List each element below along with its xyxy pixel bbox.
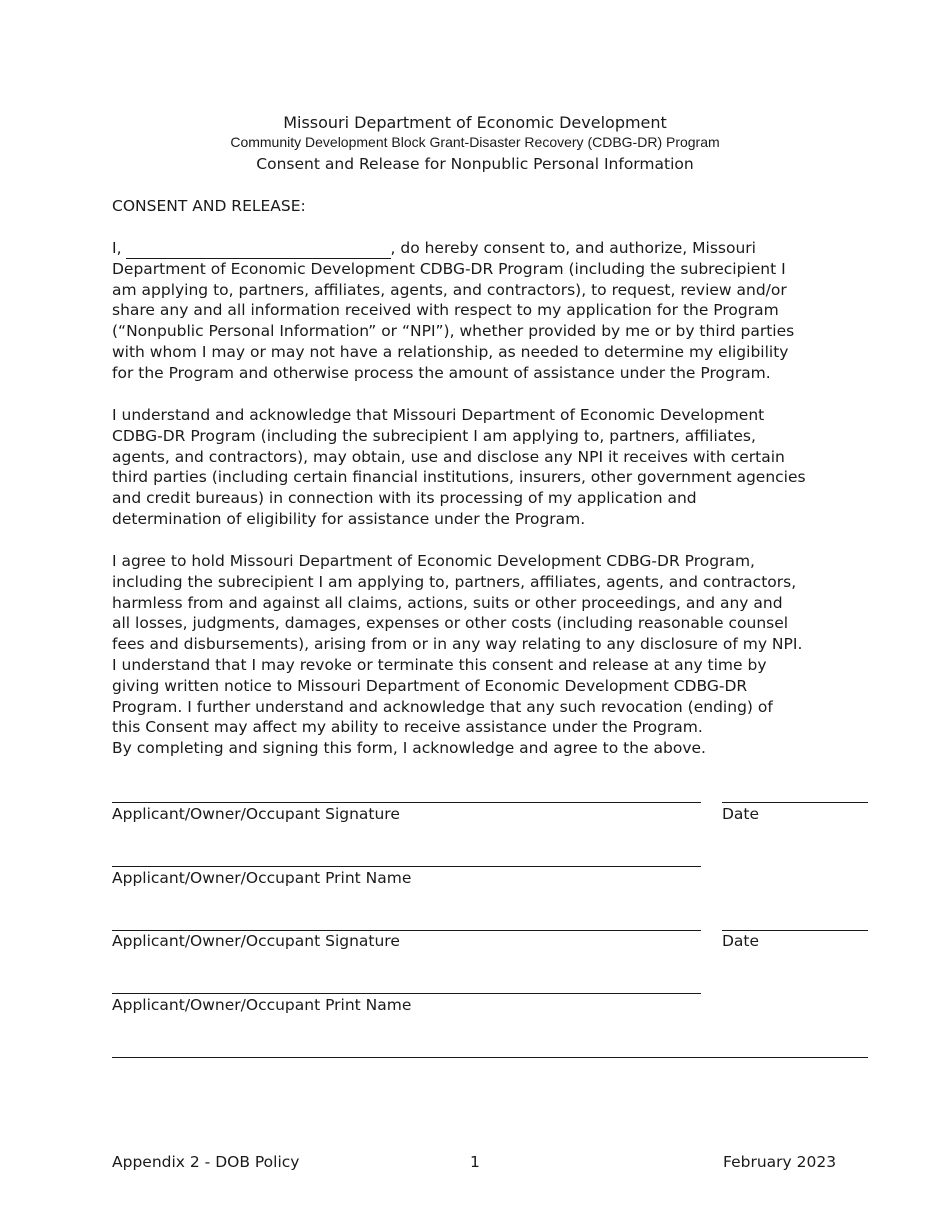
date-line-1[interactable] [722, 802, 868, 803]
paragraph-line: all losses, judgments, damages, expenses or other costs (including reasonable counsel [112, 614, 789, 633]
paragraph-line: share any and all information received with respect to my application for the Program [112, 301, 779, 320]
paragraph-line: determination of eligibility for assistance under the Program. [112, 509, 586, 528]
paragraph-line: I agree to hold Missouri Department of Economic Development CDBG-DR Program, [112, 552, 755, 570]
bottom-divider [112, 1057, 868, 1058]
paragraph-line: for the Program and otherwise process the amount of assistance under the Program. [112, 363, 771, 382]
signature-label-1: Applicant/Owner/Occupant Signature [112, 805, 400, 823]
paragraph-line: giving written notice to Missouri Department of Economic Development CDBG-DR [112, 676, 748, 695]
paragraph-line: By completing and signing this form, I acknowledge and agree to the above. [112, 739, 706, 758]
print-name-line-1[interactable] [112, 866, 701, 867]
date-label-1: Date [722, 805, 760, 823]
paragraph-line: am applying to, partners, affiliates, agents, and contractors), to request, review and/or [112, 280, 787, 299]
signature-line-1[interactable] [112, 802, 701, 803]
hold-harmless-paragraph [112, 551, 872, 759]
paragraph-line: agents, and contractors), may obtain, use and disclose any NPI it receives with certain [112, 447, 785, 466]
consent-prefix: I, [112, 239, 122, 257]
paragraph-line: I understand and acknowledge that Missouri Department of Economic Development [112, 406, 765, 424]
print-name-line-2[interactable] [112, 993, 701, 994]
header-agency: Missouri Department of Economic Development [283, 113, 667, 132]
acknowledgement-paragraph [112, 405, 872, 530]
signature-label-2: Applicant/Owner/Occupant Signature [112, 932, 400, 950]
paragraph-line: Program. I further understand and acknowledge that any such revocation (ending) of [112, 697, 773, 716]
paragraph-line: fees and disbursements), arising from or in any way relating to any disclosure of my NPI. [112, 635, 803, 654]
paragraph-line: I understand that I may revoke or terminate this consent and release at any time by [112, 655, 767, 674]
paragraph-line: (“Nonpublic Personal Information” or “NPI”), whether provided by me or by third parties [112, 322, 795, 341]
header-form-title: Consent and Release for Nonpublic Personal Information [256, 155, 694, 173]
paragraph-line: including the subrecipient I am applying to, partners, affiliates, agents, and contractors, [112, 572, 797, 591]
consent-paragraph [112, 238, 872, 384]
footer-date: February 2023 [723, 1153, 837, 1171]
consent-first-line-text: , do hereby consent to, and authorize, Missouri [390, 239, 756, 257]
print-name-label-2: Applicant/Owner/Occupant Print Name [112, 996, 412, 1014]
page-number: 1 [470, 1153, 480, 1171]
paragraph-line: with whom I may or may not have a relationship, as needed to determine my eligibility [112, 342, 789, 361]
applicant-name-field[interactable] [126, 241, 391, 259]
paragraph-line: and credit bureaus) in connection with its processing of my application and [112, 489, 697, 508]
paragraph-line: harmless from and against all claims, actions, suits or other proceedings, and any and [112, 593, 783, 612]
paragraph-line: third parties (including certain financial institutions, insurers, other government agencies [112, 468, 806, 487]
date-label-2: Date [722, 932, 760, 950]
paragraph-line: Department of Economic Development CDBG-DR Program (including the subrecipient I [112, 259, 786, 278]
paragraph-line: this Consent may affect my ability to receive assistance under the Program. [112, 718, 703, 737]
paragraph-line: CDBG-DR Program (including the subrecipient I am applying to, partners, affiliates, [112, 426, 756, 445]
print-name-label-1: Applicant/Owner/Occupant Print Name [112, 869, 412, 887]
footer-left: Appendix 2 - DOB Policy [112, 1153, 300, 1171]
consent-first-line [112, 238, 872, 259]
header-program: Community Development Block Grant-Disaster Recovery (CDBG-DR) Program [230, 134, 720, 150]
section-heading: CONSENT AND RELEASE: [112, 197, 306, 215]
